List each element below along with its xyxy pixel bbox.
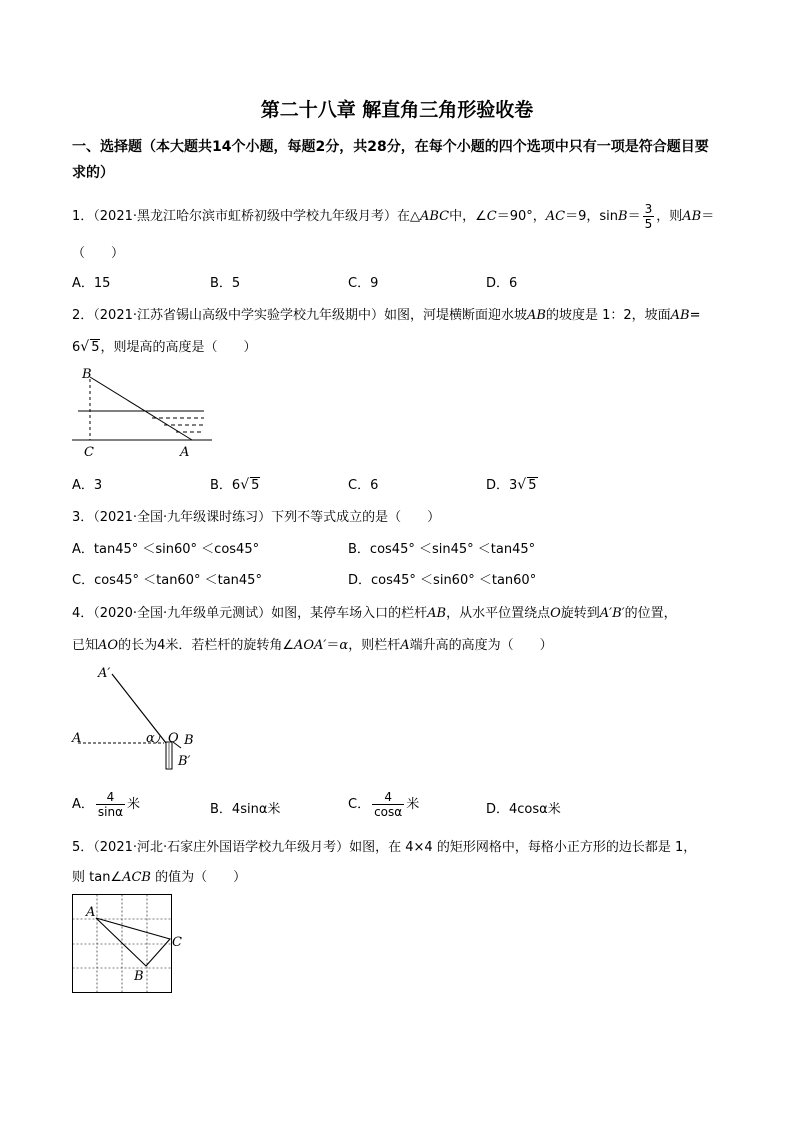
fraction-4-over-cos-alpha: $\frac{4}{\cos\alpha}$ (374, 790, 403, 819)
question-1-paren: （ ） (72, 246, 125, 261)
page-title: 第二十八章 解直角三角形验收卷 (260, 99, 534, 121)
question-2-stem-line2: 6√ 5，则堤高的高度是（ ） (72, 339, 257, 355)
question-2-option-d[interactable]: D．3√ 5 (486, 477, 537, 493)
label-b-prime: B′ (178, 754, 191, 769)
question-4-option-b[interactable]: B．4sinα米 (210, 802, 281, 817)
question-1-option-b[interactable]: B．5 (210, 276, 241, 291)
question-1-option-a[interactable]: A．15 (72, 276, 111, 291)
question-5-stem-line2: 则 tan∠ACB 的值为（ ） (72, 870, 247, 885)
river-bank-diagram (72, 366, 212, 461)
label-c: C (84, 445, 94, 460)
section-heading-line1: 一、选择题（本大题共14个小题，每题2分，共28分，在每个小题的四个选项中只有一项是符合题目要 (72, 139, 709, 155)
question-3-option-b[interactable]: B．cos45° ＜sin45° ＜tan45° (348, 542, 536, 557)
question-3-option-a[interactable]: A．tan45° ＜sin60° ＜cos45° (72, 542, 260, 557)
label-a-prime: A′ (98, 666, 111, 681)
label-b: B (82, 367, 92, 382)
question-1-option-d[interactable]: D．6 (486, 276, 518, 291)
label-a: A (180, 445, 190, 460)
label-b: B (184, 733, 194, 748)
question-3-option-c[interactable]: C．cos45° ＜tan60° ＜tan45° (72, 573, 262, 588)
question-2-option-a[interactable]: A．3 (72, 478, 103, 493)
question-3-option-d[interactable]: D．cos45° ＜sin60° ＜tan60° (348, 573, 537, 588)
question-4-stem-line1: 4．（2020·全国·九年级单元测试）如图，某停车场入口的栏杆AB，从水平位置绕点O旋转到A′B′的位置， (72, 606, 677, 621)
section-heading (72, 134, 732, 186)
label-b: B (134, 969, 144, 984)
question-4-option-c[interactable]: C． $\frac{4}{\cos\alpha}$ 米 (348, 790, 420, 819)
question-3-stem: 3．（2021·全国·九年级课时练习）下列不等式成立的是（ ） (72, 510, 441, 525)
fraction-3-5: $\frac{3}{5}$ (644, 202, 653, 231)
label-a: A (72, 731, 82, 746)
section-heading-line2: 求的） (72, 165, 114, 181)
question-4-option-a[interactable]: A． $\frac{4}{\sin\alpha}$ 米 (72, 790, 141, 819)
question-1-stem: 1．（2021·黑龙江哈尔滨市虹桥初级中学校九年级月考）在△ABC中，∠C＝90°，AC＝9，sinB＝ $\frac{3}{5}$ ，则AB＝ (72, 202, 715, 231)
question-2-stem-line1: 2．（2021·江苏省锡山高级中学实验学校九年级期中）如图，河堤横断面迎水坡AB的坡度是 1：2，坡面AB= (72, 308, 701, 323)
label-o: O (168, 731, 179, 746)
question-4-option-d[interactable]: D．4cosα米 (486, 802, 561, 817)
fraction-4-over-sin-alpha: $\frac{4}{\sin\alpha}$ (97, 790, 124, 819)
question-5-stem-line1: 5．（2021·河北·石家庄外国语学校九年级月考）如图，在 4×4 的矩形网格中，每格小正方形的边长都是 1， (72, 840, 697, 855)
question-1-option-c[interactable]: C．9 (348, 276, 379, 291)
question-2-option-c[interactable]: C．6 (348, 478, 379, 493)
label-a: A (86, 905, 96, 920)
label-alpha: α (146, 731, 155, 746)
grid-4x4-diagram (72, 894, 192, 994)
parking-barrier-diagram (70, 660, 210, 775)
question-2-option-b[interactable]: B．6√ 5 (210, 477, 260, 493)
label-c: C (172, 935, 182, 950)
question-4-stem-line2: 已知AO的长为4米．若栏杆的旋转角∠AOA′＝α，则栏杆A端升高的高度为（ ） (72, 638, 553, 653)
